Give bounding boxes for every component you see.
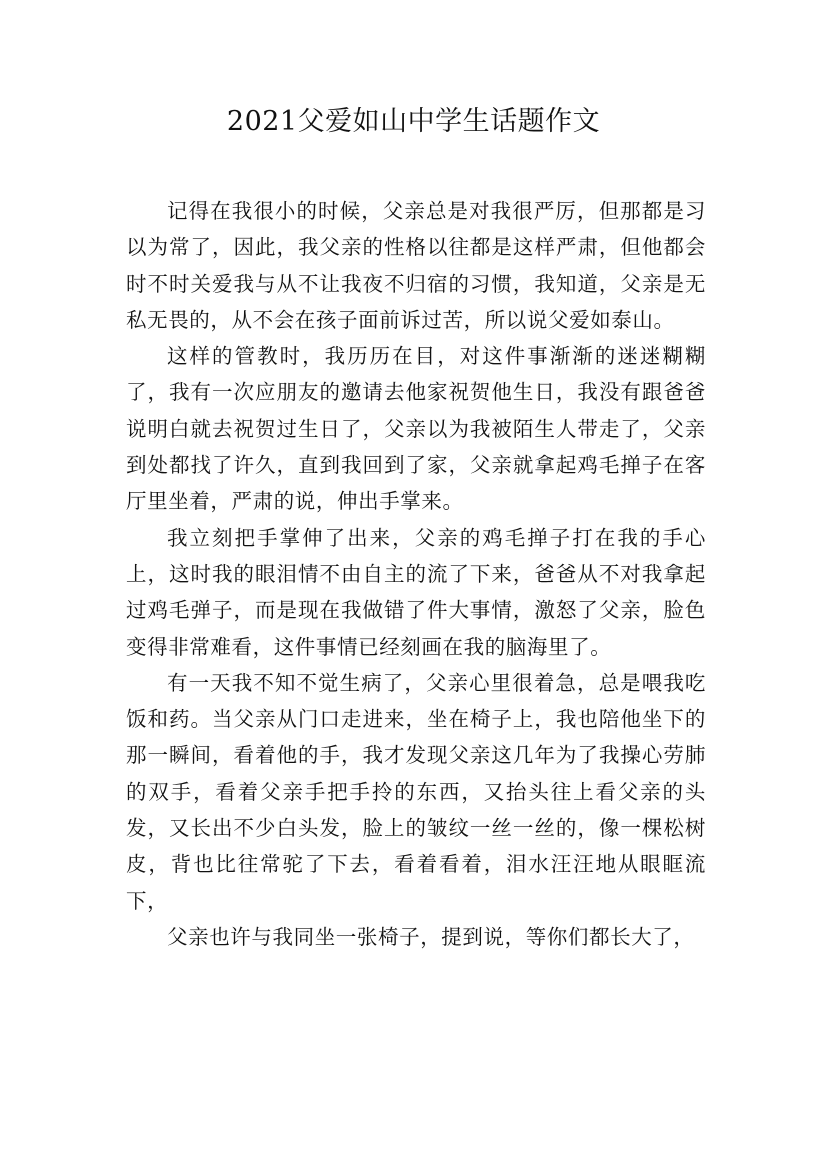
paragraph-1: 记得在我很小的时候，父亲总是对我很严厉，但那都是习以为常了，因此，我父亲的性格以往都是这样严肃，但他都会时不时关爱我与从不让我夜不归宿的习惯，我知道，父亲是无私无畏的，从不会在孩子面前诉过苦，所以说父爱如泰山。: [126, 199, 706, 332]
paragraph-4: 有一天我不知不觉生病了，父亲心里很着急，总是喂我吃饭和药。当父亲从门口走进来，坐在椅子上，我也陪他坐下的那一瞬间，看着他的手，我才发现父亲这几年为了我操心劳肺的双手，看着父亲手把手拎的东西，又抬头往上看父亲的头发，又长出不少白头发，脸上的皱纹一丝一丝的，像一棵松树皮，背也比往常驼了下去，看着看着，泪水汪汪地从眼眶流下，: [126, 670, 706, 913]
paragraph-5: 父亲也许与我同坐一张椅子，提到说，等你们都长大了，: [167, 924, 695, 949]
paragraph-2: 这样的管教时，我历历在目，对这件事渐渐的迷迷糊糊了，我有一次应朋友的邀请去他家祝贺他生日，我没有跟爸爸说明白就去祝贺过生日了，父亲以为我被陌生人带走了，父亲到处都找了许久，直到我回到了家，父亲就拿起鸡毛掸子在客厅里坐着，严肃的说，伸出手掌来。: [126, 344, 706, 514]
document-title: 2021父爱如山中学生话题作文: [226, 106, 601, 137]
paragraph-3: 我立刻把手掌伸了出来，父亲的鸡毛掸子打在我的手心上，这时我的眼泪情不由自主的流了下来，爸爸从不对我拿起过鸡毛弹子，而是现在我做错了件大事情，激怒了父亲，脸色变得非常难看，这件事情已经刻画在我的脑海里了。: [126, 525, 706, 659]
document-body: [126, 193, 706, 955]
